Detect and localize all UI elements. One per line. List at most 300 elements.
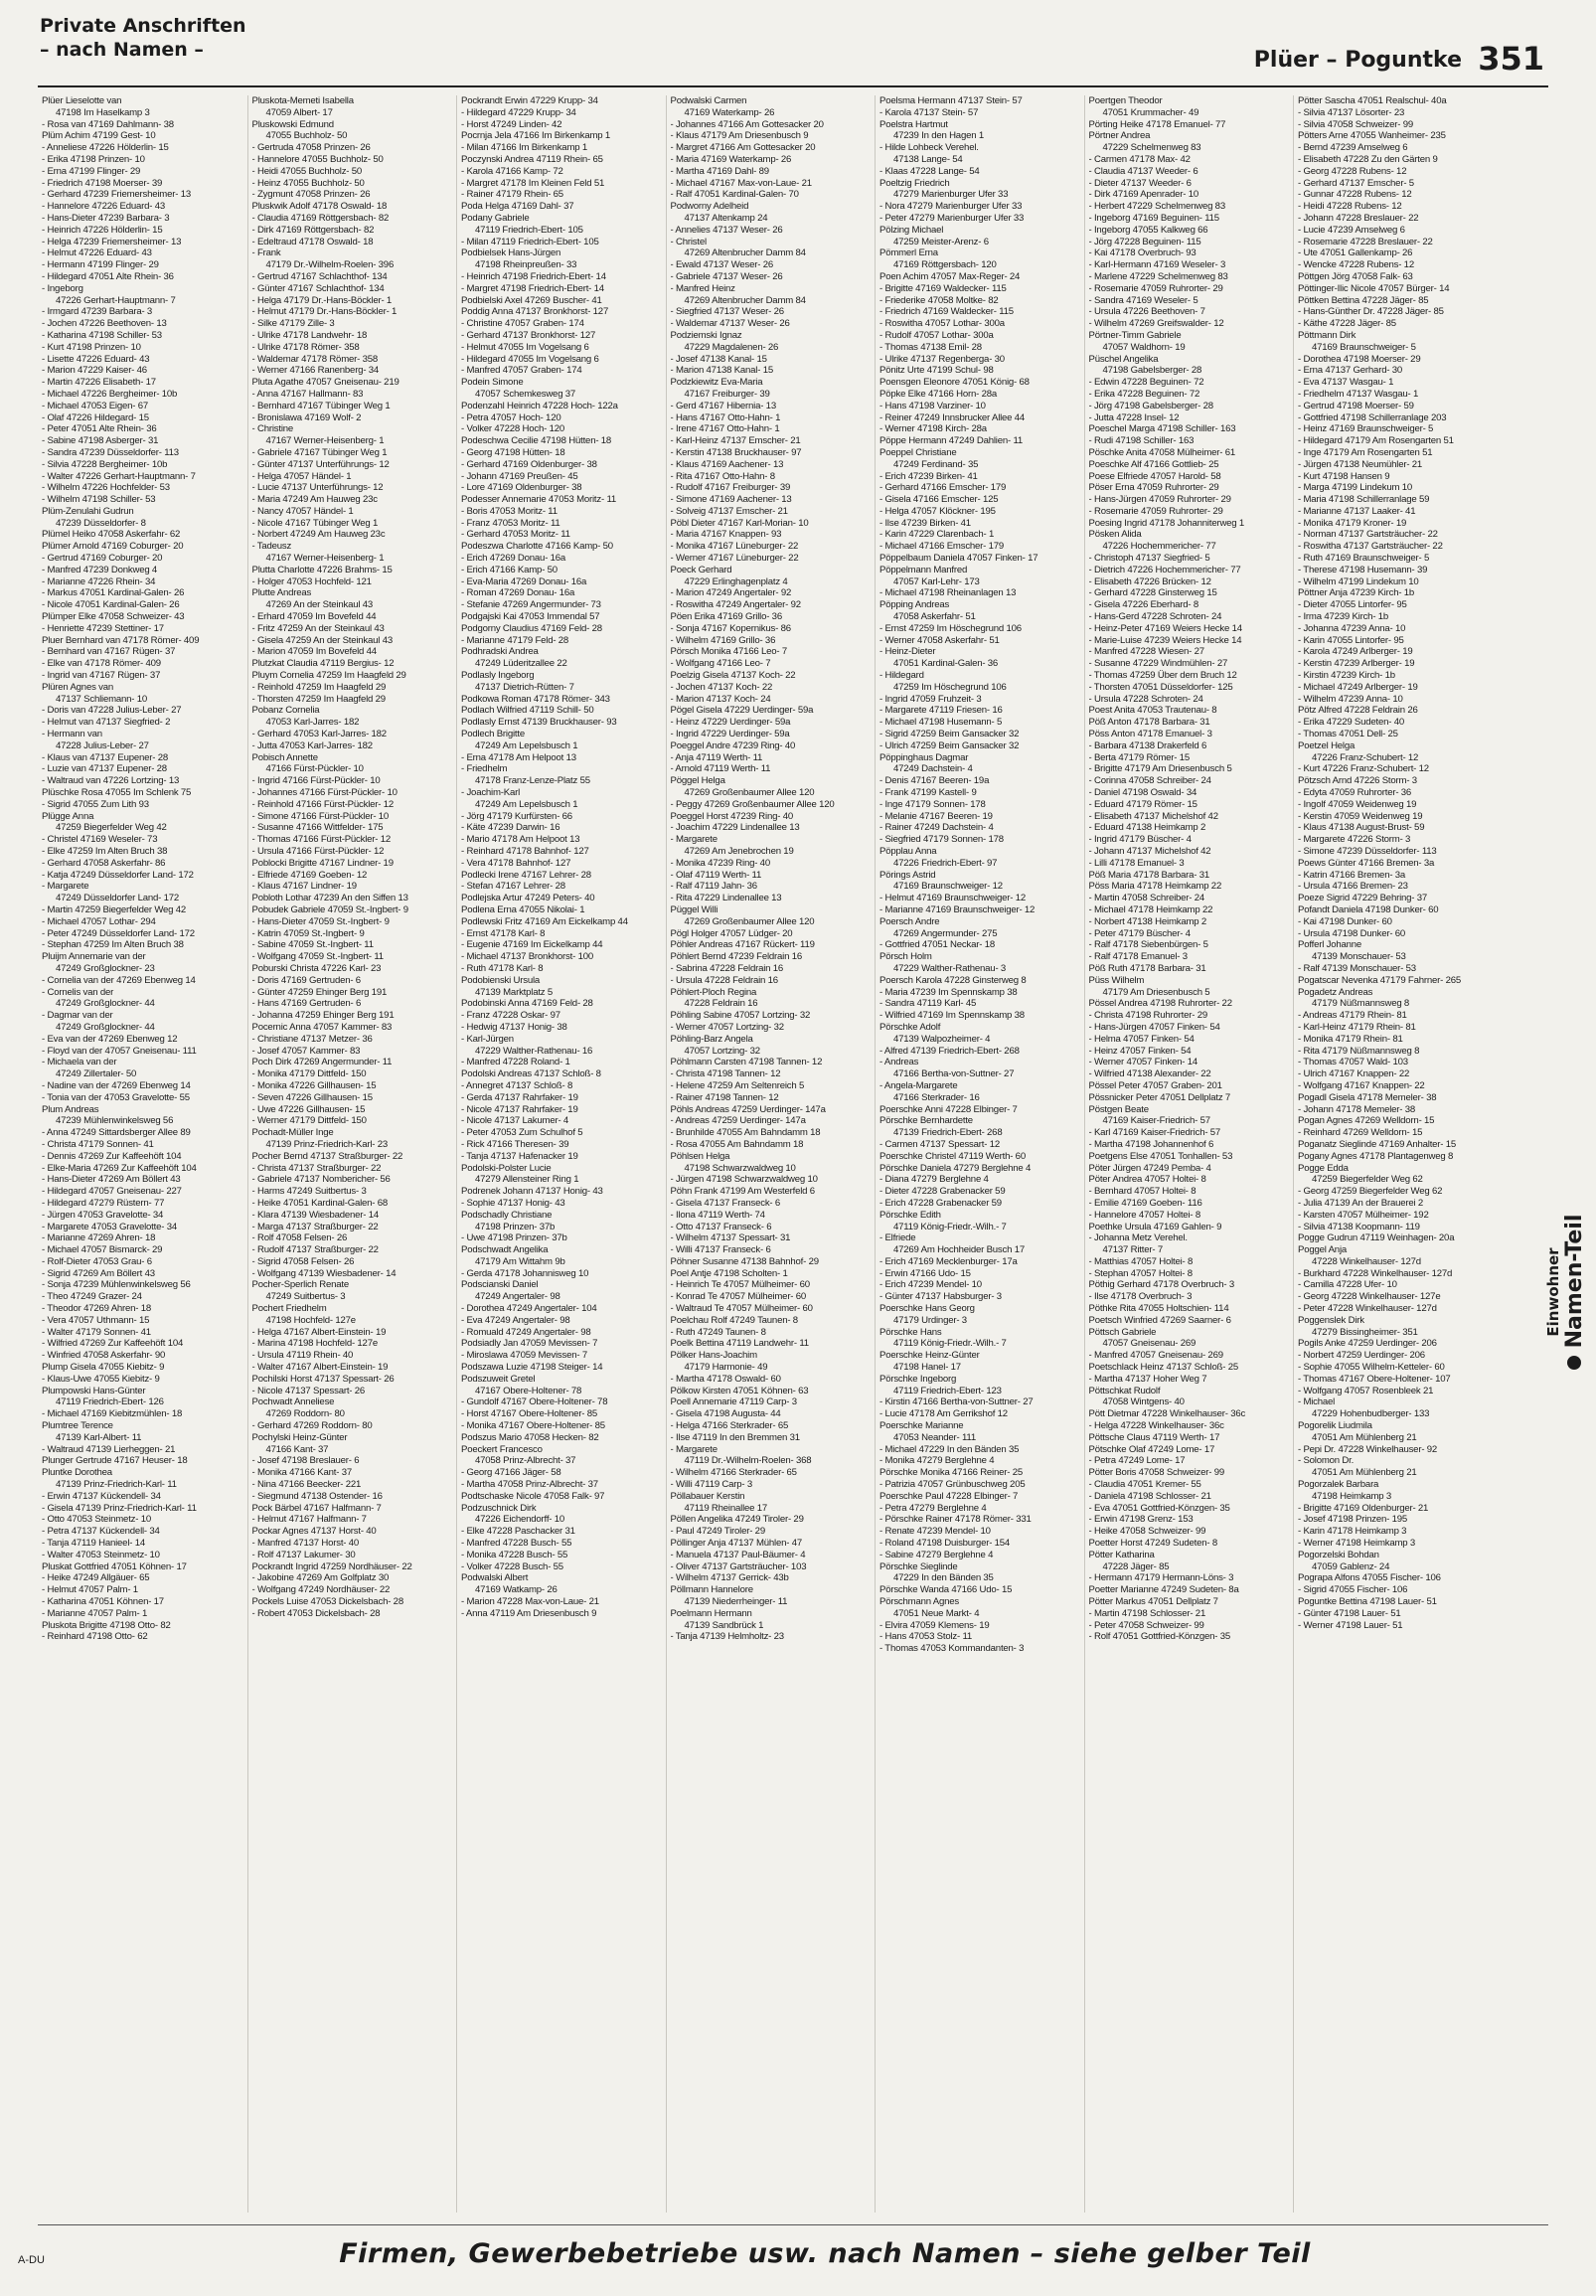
directory-entry: 47169 Braunschweiger- 5 (1312, 341, 1416, 353)
directory-entry: - Thomas 47166 Fürst-Pückler- 12 (251, 834, 392, 846)
directory-entry: - Emilie 47169 Goeben- 116 (1088, 1197, 1202, 1209)
directory-entry: - Ursula 47166 Bremen- 23 (1298, 881, 1408, 893)
directory-entry: - Vera 47057 Uthmann- 15 (42, 1314, 150, 1326)
directory-entry: Poeckert Francesco (461, 1443, 543, 1455)
directory-entry: - Christoph 47137 Siegfried- 5 (1088, 553, 1210, 565)
directory-entry: - Ingrid 47179 Büscher- 4 (1088, 834, 1192, 846)
directory-entry: - Reinhard 47198 Otto- 62 (42, 1631, 148, 1643)
directory-entry: Podwalski Albert (461, 1572, 529, 1584)
directory-entry: - Sophie 47137 Honig- 43 (461, 1197, 565, 1209)
directory-entry: - Helga 47179 Dr.-Hans-Böckler- 1 (251, 294, 393, 306)
directory-entry: Pochadt-Müller Inge (251, 1127, 334, 1139)
directory-entry: - Reinhold 47166 Fürst-Pückler- 12 (251, 798, 395, 810)
directory-entry: - Ingrid 47059 Fruhzeit- 3 (879, 693, 982, 705)
directory-entry: Poensgen Eleonore 47051 König- 68 (879, 377, 1030, 389)
directory-entry: Poethke Ursula 47169 Gahlen- 9 (1088, 1221, 1222, 1232)
directory-entry: - Gisela 47226 Eberhard- 8 (1088, 599, 1199, 611)
directory-entry: - Karl-Heinz 47137 Emscher- 21 (670, 435, 801, 447)
directory-entry: - Michael 47167 Max-von-Laue- 21 (670, 177, 812, 189)
directory-entry: - Werner 47057 Lortzing- 32 (670, 1021, 784, 1033)
directory-entry: Pobisch Annette (251, 751, 318, 763)
directory-entry: Pocher Bernd 47137 Straßburger- 22 (251, 1150, 403, 1162)
directory-entry: 47249 Großglockner- 44 (56, 1021, 155, 1033)
directory-entry: - Bernhard 47167 Tübinger Weg 1 (251, 400, 391, 411)
directory-entry: - Miroslawa 47059 Mevissen- 7 (461, 1350, 587, 1362)
directory-entry: - Christiane 47137 Metzer- 36 (251, 1033, 373, 1045)
directory-entry: - Rosemarie 47059 Ruhrorter- 29 (1088, 505, 1223, 517)
directory-entry: Pogatscar Nevenka 47179 Fahrner- 265 (1298, 974, 1461, 986)
directory-entry: - Claudia 47169 Röttgersbach- 82 (251, 212, 390, 224)
directory-entry: - Sigrid 47055 Fischer- 106 (1298, 1584, 1408, 1596)
directory-entry: Podsiadly Jan 47059 Mevissen- 7 (461, 1338, 598, 1350)
directory-entry: - Kai 47178 Overbruch- 93 (1088, 247, 1197, 259)
directory-entry: 47226 Eichendorff- 10 (475, 1514, 565, 1526)
directory-entry: Poeppel Christiane (879, 446, 957, 458)
directory-entry: - Helmut 47057 Palm- 1 (42, 1584, 138, 1596)
directory-entry: - Gottfried 47198 Schillerranlage 203 (1298, 411, 1447, 423)
directory-columns (38, 95, 1503, 2213)
directory-entry: - Wilhelm 47166 Sterkrader- 65 (670, 1467, 797, 1479)
directory-entry: Podobinski Anna 47169 Feld- 28 (461, 998, 593, 1010)
directory-entry: - Gerhard 47053 Moritz- 11 (461, 529, 570, 541)
directory-entry: Plüren Agnes van (42, 681, 114, 693)
directory-entry: - Martin 47226 Elisabeth- 17 (42, 377, 156, 389)
directory-entry: - Helga 47057 Klöckner- 195 (879, 505, 996, 517)
directory-entry: - Nicole 47137 Spessart- 26 (251, 1385, 366, 1396)
directory-entry: - Eduard 47179 Römer- 15 (1088, 798, 1197, 810)
directory-entry: - Wilfried 47269 Zur Kaffeehöft 104 (42, 1338, 184, 1350)
directory-entry: - Johanna Metz Verehel. (1088, 1232, 1188, 1244)
directory-entry: - Carmen 47137 Spessart- 12 (879, 1138, 1000, 1150)
directory-entry: - Doris van 47228 Julius-Leber- 27 (42, 705, 182, 717)
directory-entry: Pöpping Andreas (879, 599, 950, 611)
directory-entry: - Heinz-Dieter (879, 646, 936, 658)
directory-entry: - Karl 47169 Kaiser-Friedrich- 57 (1088, 1127, 1221, 1139)
directory-entry: - Erika 47228 Beguinen- 72 (1088, 388, 1200, 400)
directory-entry: - Winfried 47058 Askerfahr- 90 (42, 1350, 166, 1362)
directory-entry: 47198 Heimkamp 3 (1312, 1490, 1391, 1502)
directory-entry: - Gisela 47139 Prinz-Friedrich-Karl- 11 (42, 1502, 197, 1514)
directory-entry: 47269 Am Hochheider Busch 17 (893, 1244, 1026, 1256)
directory-entry: 47169 Röttgersbach- 120 (893, 259, 997, 271)
directory-entry: Pöllen Angelika 47249 Tiroler- 29 (670, 1514, 804, 1526)
directory-entry: Pöttner Anja 47239 Kirch- 1b (1298, 587, 1415, 599)
directory-entry: - Michael 47137 Bronkhorst- 100 (461, 951, 593, 963)
directory-entry: Pochert Friedhelm (251, 1303, 327, 1315)
directory-entry: - Gerhard 47053 Karl-Jarres- 182 (251, 729, 387, 740)
directory-entry: - Peter 47051 Alte Rhein- 36 (42, 423, 157, 435)
directory-entry: - Olaf 47226 Hildegard- 15 (42, 411, 149, 423)
directory-entry: Pock Bärbel 47167 Halfmann- 7 (251, 1502, 382, 1514)
directory-entry: 47137 Altenkamp 24 (684, 212, 768, 224)
section-title-line1: Private Anschriften (40, 15, 246, 37)
directory-entry: Püggel Willi (670, 903, 718, 915)
directory-entry: 47119 Rheinallee 17 (684, 1502, 768, 1514)
directory-entry: - Sandra 47239 Düsseldorfer- 113 (42, 446, 179, 458)
directory-entry: - Gertrud 47198 Moerser- 59 (1298, 400, 1414, 411)
directory-entry: - Michael 47053 Eigen- 67 (42, 400, 148, 411)
section-side-tab (1540, 1163, 1590, 1421)
directory-entry: - Rosemarie 47228 Breslauer- 22 (1298, 236, 1433, 247)
directory-entry: - Helene 47259 Am Seltenreich 5 (670, 1079, 805, 1091)
directory-entry: 47249 Dachstein- 4 (893, 763, 973, 775)
directory-entry: - Hildegard 47055 Im Vogelsang 6 (461, 353, 599, 365)
directory-entry: - Ingrid 47229 Uerdinger- 59a (670, 729, 790, 740)
directory-entry: - Sigrid 47055 Zum Lith 93 (42, 798, 149, 810)
directory-entry: - Klaus van 47137 Eupener- 28 (42, 751, 169, 763)
directory-entry: - Irene 47167 Otto-Hahn- 1 (670, 423, 780, 435)
directory-entry: - Claudia 47137 Weeder- 6 (1088, 165, 1198, 177)
directory-entry: - Zygmunt 47058 Prinzen- 26 (251, 189, 371, 201)
directory-entry: - Heinz 47057 Finken- 54 (1088, 1045, 1192, 1057)
directory-entry: - Johann 47178 Memeler- 38 (1298, 1103, 1415, 1115)
directory-entry: - Brunhilde 47055 Am Bahndamm 18 (670, 1127, 821, 1139)
bullet-icon (1567, 1356, 1581, 1370)
directory-entry: - Josef 47057 Kammer- 83 (251, 1045, 361, 1057)
directory-entry: - Monika 47166 Kant- 37 (251, 1467, 352, 1479)
directory-entry: - Jörg 47179 Kurfürsten- 66 (461, 810, 572, 822)
directory-entry: Podesser Annemarie 47053 Moritz- 11 (461, 494, 617, 506)
directory-entry: Pöttsche Claus 47119 Werth- 17 (1088, 1431, 1220, 1443)
directory-entry: - Gerhard 47137 Emscher- 5 (1298, 177, 1414, 189)
directory-entry: - Stephan 47259 Im Alten Bruch 38 (42, 939, 184, 951)
directory-entry: 47167 Obere-Holtener- 78 (475, 1385, 582, 1396)
directory-entry: - Michaela van der (42, 1057, 117, 1068)
directory-entry: - Monika 47179 Dittfeld- 150 (251, 1068, 367, 1080)
directory-entry: - Monika 47228 Busch- 55 (461, 1549, 568, 1560)
directory-entry: - Werner 47179 Dittfeld- 150 (251, 1115, 367, 1127)
directory-entry: 47229 Walther-Rathenau- 3 (893, 962, 1007, 974)
directory-entry: Podlewski Fritz 47169 Am Eickelkamp 44 (461, 915, 628, 927)
directory-entry: Pöhls Andreas 47259 Uerdinger- 147a (670, 1103, 826, 1115)
directory-entry: - Sigrid 47058 Felsen- 26 (251, 1255, 355, 1267)
directory-entry: 47138 Lange- 54 (893, 153, 963, 165)
directory-entry: - Thomas 47051 Dell- 25 (1298, 729, 1398, 740)
directory-entry: - Bernhard van 47167 Rügen- 37 (42, 646, 176, 658)
directory-entry: - Helmut van 47137 Siegfried- 2 (42, 717, 171, 729)
directory-entry: - Ulrike 47178 Römer- 358 (251, 341, 360, 353)
directory-entry: - Elke 47259 Im Alten Bruch 38 (42, 846, 168, 857)
directory-entry: - Dagmar van der (42, 1010, 113, 1022)
directory-entry: - Ingrid van 47167 Rügen- 37 (42, 670, 161, 682)
directory-entry: - Petra 47279 Berglehne 4 (879, 1502, 987, 1514)
directory-entry: - Rainer 47198 Tannen- 12 (670, 1091, 779, 1103)
directory-entry: - Ruth 47249 Taunen- 8 (670, 1326, 766, 1338)
directory-entry: - Stefan 47167 Lehrer- 28 (461, 881, 565, 893)
directory-entry: Pörschke Daniela 47279 Berglehne 4 (879, 1162, 1032, 1174)
directory-entry: - Frank 47199 Kastell- 9 (879, 787, 977, 799)
directory-entry: - Michael 47057 Bismarck- 29 (42, 1244, 163, 1256)
directory-entry: - Ilse 47239 Birken- 41 (879, 517, 971, 529)
directory-entry: - Rita 47229 Lindenallee 13 (670, 893, 782, 904)
directory-entry: - Elisabeth 47137 Michelshof 42 (1088, 810, 1218, 822)
directory-entry: - Denis 47167 Beeren- 19a (879, 775, 990, 787)
directory-entry: Poelstra Hartmut (879, 118, 948, 130)
directory-entry: - Petra 47137 Kückendell- 34 (42, 1526, 160, 1538)
directory-entry: - Hedwig 47137 Honig- 38 (461, 1021, 567, 1033)
directory-entry: - Elke 47228 Paschacker 31 (461, 1526, 575, 1538)
directory-entry: Podbielski Axel 47269 Buscher- 41 (461, 294, 602, 306)
directory-entry: - Susanne 47166 Wittfelder- 175 (251, 822, 384, 834)
directory-entry: - Gabriele 47167 Tübinger Weg 1 (251, 446, 388, 458)
directory-entry: 47139 Karl-Albert- 11 (56, 1431, 142, 1443)
directory-entry: - Peter 47279 Marienburger Ufer 33 (879, 212, 1025, 224)
directory-entry: 47119 Dr.-Wilhelm-Roelen- 368 (684, 1455, 812, 1467)
directory-entry: Podlech Brigitte (461, 729, 525, 740)
directory-entry: 47139 Monschauer- 53 (1312, 951, 1406, 963)
directory-entry: 47178 Franz-Lenze-Platz 55 (475, 775, 590, 787)
directory-entry: - Sandra 47169 Weseler- 5 (1088, 294, 1198, 306)
directory-entry: - Dieter 47228 Grabenacker 59 (879, 1186, 1006, 1198)
directory-entry: - Manfred 47228 Wiesen- 27 (1088, 646, 1204, 658)
directory-entry: - Manfred 47057 Gneisenau- 269 (1088, 1350, 1223, 1362)
directory-entry: - Rita 47167 Otto-Hahn- 8 (670, 470, 775, 482)
directory-entry: - Gerhard 47137 Bronkhorst- 127 (461, 329, 596, 341)
directory-entry: - Rainer 47249 Dachstein- 4 (879, 822, 994, 834)
directory-entry: Poelsma Hermann 47137 Stein- 57 (879, 95, 1023, 106)
directory-entry: Pöttsch Gabriele (1088, 1326, 1157, 1338)
directory-entry: Pölzing Michael (879, 224, 944, 236)
directory-entry: 47226 Hochemmericher- 77 (1102, 541, 1216, 553)
directory-entry: - Waltraud 47139 Lierheggen- 21 (42, 1443, 176, 1455)
directory-entry: - Wolfgang 47249 Nordhäuser- 22 (251, 1584, 391, 1596)
directory-entry: - Carmen 47178 Max- 42 (1088, 153, 1191, 165)
directory-entry: - Norbert 47138 Heimkamp 2 (1088, 915, 1207, 927)
directory-entry: 47169 Kaiser-Friedrich- 57 (1102, 1115, 1210, 1127)
directory-entry: Pogorzalek Barbara (1298, 1479, 1379, 1491)
directory-entry: Pogorelik Liudmila (1298, 1420, 1372, 1432)
directory-entry: - Rolf 47137 Lakumer- 30 (251, 1549, 356, 1560)
directory-entry: - Holger 47053 Hochfeld- 121 (251, 575, 372, 587)
directory-entry: Pölker Hans-Joachim (670, 1350, 757, 1362)
directory-entry: - Renate 47239 Mendel- 10 (879, 1526, 991, 1538)
directory-entry: - Marianne 47179 Feld- 28 (461, 634, 569, 646)
directory-entry: Pörschke Hans (879, 1326, 942, 1338)
directory-entry: Pöhlert-Ploch Regina (670, 986, 757, 998)
directory-entry: - Johanna 47259 Ehinger Berg 191 (251, 1010, 395, 1022)
directory-entry: Pluntke Dorothea (42, 1467, 112, 1479)
directory-entry: - Kurt 47226 Franz-Schubert- 12 (1298, 763, 1429, 775)
directory-entry: - Monika 47167 Lüneburger- 22 (670, 541, 799, 553)
directory-entry: Pluym Cornelia 47259 Im Haagfeld 29 (251, 670, 406, 682)
directory-entry: - Annegret 47137 Schloß- 8 (461, 1079, 573, 1091)
directory-entry: - Ursula 47228 Feldrain 16 (670, 974, 778, 986)
directory-entry: - Irma 47239 Kirch- 1b (1298, 611, 1389, 623)
directory-entry: - Werner 47166 Ranenberg- 34 (251, 365, 380, 377)
directory-entry: - Siegmund 47138 Ostender- 16 (251, 1490, 383, 1502)
directory-entry: Püss Wilhelm (1088, 974, 1145, 986)
directory-entry: - Werner 47058 Askerfahr- 51 (879, 634, 1000, 646)
directory-entry: - Solveig 47137 Emscher- 21 (670, 505, 788, 517)
directory-entry: - Thomas 47167 Obere-Holtener- 107 (1298, 1373, 1451, 1385)
directory-entry: - Joachim 47229 Lindenallee 13 (670, 822, 800, 834)
directory-entry: - Martin 47259 Biegerfelder Weg 42 (42, 903, 187, 915)
directory-entry: - Klara 47139 Wiesbadener- 14 (251, 1209, 380, 1221)
directory-entry: - Brigitte 47169 Waldecker- 115 (879, 282, 1007, 294)
directory-entry: - Peggy 47269 Großenbaumer Allee 120 (670, 798, 835, 810)
directory-entry: Poersch Karola 47228 Ginsterweg 8 (879, 974, 1027, 986)
directory-entry: - Hannelore 47057 Holtei- 8 (1088, 1209, 1200, 1221)
directory-entry: Pöllmann Hannelore (670, 1584, 753, 1596)
directory-column (247, 95, 457, 2213)
directory-entry: - Anna 47167 Hallmann- 83 (251, 388, 364, 400)
directory-entry: - Irmgard 47239 Barbara- 3 (42, 306, 153, 318)
directory-entry: - Gabriele 47137 Weser- 26 (670, 270, 783, 282)
directory-entry: - Ruth 47169 Braunschweiger- 5 (1298, 553, 1430, 565)
directory-entry: - Georg 47228 Rubens- 12 (1298, 165, 1407, 177)
directory-entry: - Sandra 47119 Karl- 45 (879, 998, 977, 1010)
directory-entry: - Manuela 47137 Paul-Bäumer- 4 (670, 1549, 806, 1560)
directory-entry: 47137 Ritter- 7 (1102, 1244, 1163, 1256)
directory-entry: - Luzie van 47137 Eupener- 28 (42, 763, 167, 775)
directory-entry: - Dorothea 47249 Angertaler- 104 (461, 1303, 597, 1315)
directory-entry: - Maria 47167 Knappen- 93 (670, 529, 782, 541)
directory-entry: 47269 An der Steinkaul 43 (265, 599, 374, 611)
directory-entry: - Fritz 47259 An der Steinkaul 43 (251, 622, 385, 634)
directory-entry: - Heike 47058 Schweizer- 99 (1088, 1526, 1206, 1538)
directory-entry: Podzkiewitz Eva-Maria (670, 377, 763, 389)
directory-entry: - Wilfried 47169 Im Spennskamp 38 (879, 1010, 1025, 1022)
directory-entry: Poell Annemarie 47119 Carp- 3 (670, 1396, 797, 1408)
directory-entry: Poda Helga 47169 Dahl- 37 (461, 201, 574, 213)
directory-entry: - Sigrid 47269 Am Böllert 43 (42, 1267, 155, 1279)
directory-entry: - Wilhelm 47137 Gerrick- 43b (670, 1572, 789, 1584)
directory-entry: - Peter 47053 Zum Schulhof 5 (461, 1127, 583, 1139)
directory-entry: 47119 König-Friedr.-Wilh.- 7 (893, 1338, 1007, 1350)
directory-entry: - Konrad Te 47057 Mülheimer- 60 (670, 1291, 807, 1303)
directory-entry: - Patrizia 47057 Grünbuschweg 205 (879, 1479, 1026, 1491)
directory-entry: Poerschke Hans Georg (879, 1303, 975, 1315)
directory-entry: Podbielsek Hans-Jürgen (461, 247, 561, 259)
directory-entry: - Hans 47053 Stolz- 11 (879, 1631, 973, 1643)
directory-entry: Pötter Boris 47058 Schweizer- 99 (1088, 1467, 1225, 1479)
directory-entry: - Ralf 47178 Siebenbürgen- 5 (1088, 939, 1208, 951)
directory-entry: - Reinhard 47178 Bahnhof- 127 (461, 846, 589, 857)
directory-entry: - Gottfried 47051 Neckar- 18 (879, 939, 995, 951)
directory-entry: - Waltraud Te 47057 Mülheimer- 60 (670, 1303, 813, 1315)
directory-entry: - Helga 47239 Friemersheimer- 13 (42, 236, 182, 247)
directory-entry: - Thomas 47053 Kommandanten- 3 (879, 1643, 1025, 1655)
directory-entry: Poerschke Heinz-Günter (879, 1350, 980, 1362)
directory-entry: Pluskwik Adolf 47178 Oswald- 18 (251, 201, 388, 213)
directory-entry: Poddig Anna 47137 Bronkhorst- 127 (461, 306, 609, 318)
directory-entry: - Uwe 47198 Prinzen- 37b (461, 1232, 567, 1244)
directory-entry: Pöter Jürgen 47249 Pemba- 4 (1088, 1162, 1211, 1174)
directory-entry: - Ilona 47119 Werth- 74 (670, 1209, 765, 1221)
directory-entry: - Ruth 47178 Karl- 8 (461, 962, 544, 974)
directory-entry: - Katrin 47059 St.-Ingbert- 9 (251, 927, 365, 939)
footer-code: A-DU (18, 2254, 45, 2266)
directory-entry: - Hans-Dieter 47059 St.-Ingbert- 9 (251, 915, 390, 927)
directory-entry: Poews Günter 47166 Bremen- 3a (1298, 857, 1435, 869)
directory-entry: - Katharina 47051 Köhnen- 17 (42, 1596, 164, 1607)
directory-entry: - Inge 47179 Am Rosengarten 51 (1298, 446, 1433, 458)
directory-entry: Podein Simone (461, 377, 524, 389)
directory-entry: - Michael 47229 In den Bänden 35 (879, 1443, 1020, 1455)
directory-entry: - Klaus 47179 Am Driesenbusch 9 (670, 130, 809, 142)
directory-entry: - Monika 47179 Rhein- 81 (1298, 1033, 1403, 1045)
directory-entry: - Gerhard 47239 Friemersheimer- 13 (42, 189, 191, 201)
directory-entry: 47166 Sterkrader- 16 (893, 1091, 980, 1103)
directory-entry: - Walter 47179 Sonnen- 41 (42, 1326, 151, 1338)
directory-entry: Pöhlmann Carsten 47198 Tannen- 12 (670, 1057, 823, 1068)
directory-entry: Podszuweit Gretel (461, 1373, 536, 1385)
directory-entry: - Günter 47198 Lauer- 51 (1298, 1607, 1401, 1619)
directory-entry: - Heinz 47169 Braunschweiger- 5 (1298, 423, 1434, 435)
directory-entry: Pörschke Adolf (879, 1021, 941, 1033)
directory-entry: - Johannes 47166 Am Gottesacker 20 (670, 118, 824, 130)
directory-entry: - Marianne 47269 Ahren- 18 (42, 1232, 156, 1244)
directory-entry: - Johannes 47166 Fürst-Pückler- 10 (251, 787, 398, 799)
directory-entry: - Karola 47249 Arlberger- 19 (1298, 646, 1413, 658)
directory-entry: - Simone 47239 Düsseldorfer- 113 (1298, 846, 1437, 857)
directory-entry: 47198 Hanel- 17 (893, 1362, 961, 1374)
directory-entry: - Margarete 47226 Storm- 3 (1298, 834, 1411, 846)
directory-column (1293, 95, 1503, 2213)
directory-entry: - Klaus 47138 August-Brust- 59 (1298, 822, 1425, 834)
directory-entry: - Rudolf 47137 Straßburger- 22 (251, 1244, 379, 1256)
directory-entry: - Maria 47169 Waterkamp- 26 (670, 153, 792, 165)
directory-entry: - Helga 47228 Winkelhauser- 36c (1088, 1420, 1224, 1432)
directory-entry: 47119 Friedrich-Ebert- 126 (56, 1396, 164, 1408)
directory-entry: Poersch Andre (879, 915, 940, 927)
directory-entry: Poeltzig Friedrich (879, 177, 950, 189)
directory-entry: - Karl-Hermann 47169 Weseler- 3 (1088, 259, 1226, 271)
directory-entry: - Roland 47198 Duisburger- 154 (879, 1538, 1011, 1550)
directory-entry: - Heidi 47228 Rubens- 12 (1298, 201, 1402, 213)
directory-entry: - Maria 47239 Im Spennskamp 38 (879, 986, 1018, 998)
directory-entry: - Margarete 47119 Friesen- 16 (879, 705, 1003, 717)
directory-entry: - Heike 47051 Kardinal-Galen- 68 (251, 1197, 389, 1209)
directory-entry: - Marion 47249 Angertaler- 92 (670, 587, 792, 599)
directory-entry: - Theo 47249 Grazer- 24 (42, 1291, 142, 1303)
directory-entry: - Milan 47166 Im Birkenkamp 1 (461, 142, 587, 154)
directory-entry: 47166 Kant- 37 (265, 1443, 329, 1455)
directory-entry: 47137 Schliemann- 10 (56, 693, 148, 705)
directory-entry: - Christa 47137 Straßburger- 22 (251, 1162, 382, 1174)
directory-entry: - Eugenie 47169 Im Eickelkamp 44 (461, 939, 603, 951)
directory-entry: Poeschel Marga 47198 Schiller- 163 (1088, 423, 1236, 435)
directory-entry: - Roswitha 47249 Angertaler- 92 (670, 599, 801, 611)
directory-entry: - Karsten 47057 Mülheimer- 192 (1298, 1209, 1429, 1221)
directory-entry: - Johann 47169 Preußen- 45 (461, 470, 578, 482)
directory-entry: - Martha 47058 Prinz-Albrecht- 37 (461, 1479, 598, 1491)
directory-entry: - Michael 47249 Arlberger- 19 (1298, 681, 1418, 693)
directory-entry: Poeck Gerhard (670, 564, 732, 575)
directory-entry: Pönitz Urte 47199 Schul- 98 (879, 365, 994, 377)
directory-entry: - Anna 47249 Sittardsberger Allee 89 (42, 1127, 191, 1139)
directory-entry: 47169 Waterkamp- 26 (684, 106, 775, 118)
directory-entry: - Norbert 47249 Am Hauweg 23c (251, 529, 386, 541)
directory-entry: - Inge 47179 Sonnen- 178 (879, 798, 986, 810)
directory-entry: - Bernd 47239 Amselweg 6 (1298, 142, 1408, 154)
directory-entry: - Tanja 47137 Hafenacker 19 (461, 1150, 578, 1162)
directory-entry: - Ursula 47119 Rhein- 40 (251, 1350, 354, 1362)
directory-entry: Plutte Andreas (251, 587, 312, 599)
directory-entry: - Günter 47167 Schlachthof- 134 (251, 282, 385, 294)
directory-entry: - Edwin 47228 Beguinen- 72 (1088, 377, 1204, 389)
directory-entry: Pochwadt Anneliese (251, 1396, 335, 1408)
directory-entry: 47179 Harmonie- 49 (684, 1362, 768, 1374)
directory-entry: - Peter 47249 Düsseldorfer Land- 172 (42, 927, 195, 939)
directory-entry: - Erwin 47166 Udo- 15 (879, 1267, 971, 1279)
directory-entry: - Kurt 47198 Prinzen- 10 (42, 341, 141, 353)
directory-entry: - Gisela 47137 Franseck- 6 (670, 1197, 781, 1209)
directory-entry: - Wilhelm 47226 Hochfelder- 53 (42, 482, 170, 494)
directory-entry: Podany Gabriele (461, 212, 530, 224)
directory-entry: Podszus Mario 47058 Hecken- 82 (461, 1431, 599, 1443)
directory-entry: - Andreas 47179 Rhein- 81 (1298, 1010, 1407, 1022)
